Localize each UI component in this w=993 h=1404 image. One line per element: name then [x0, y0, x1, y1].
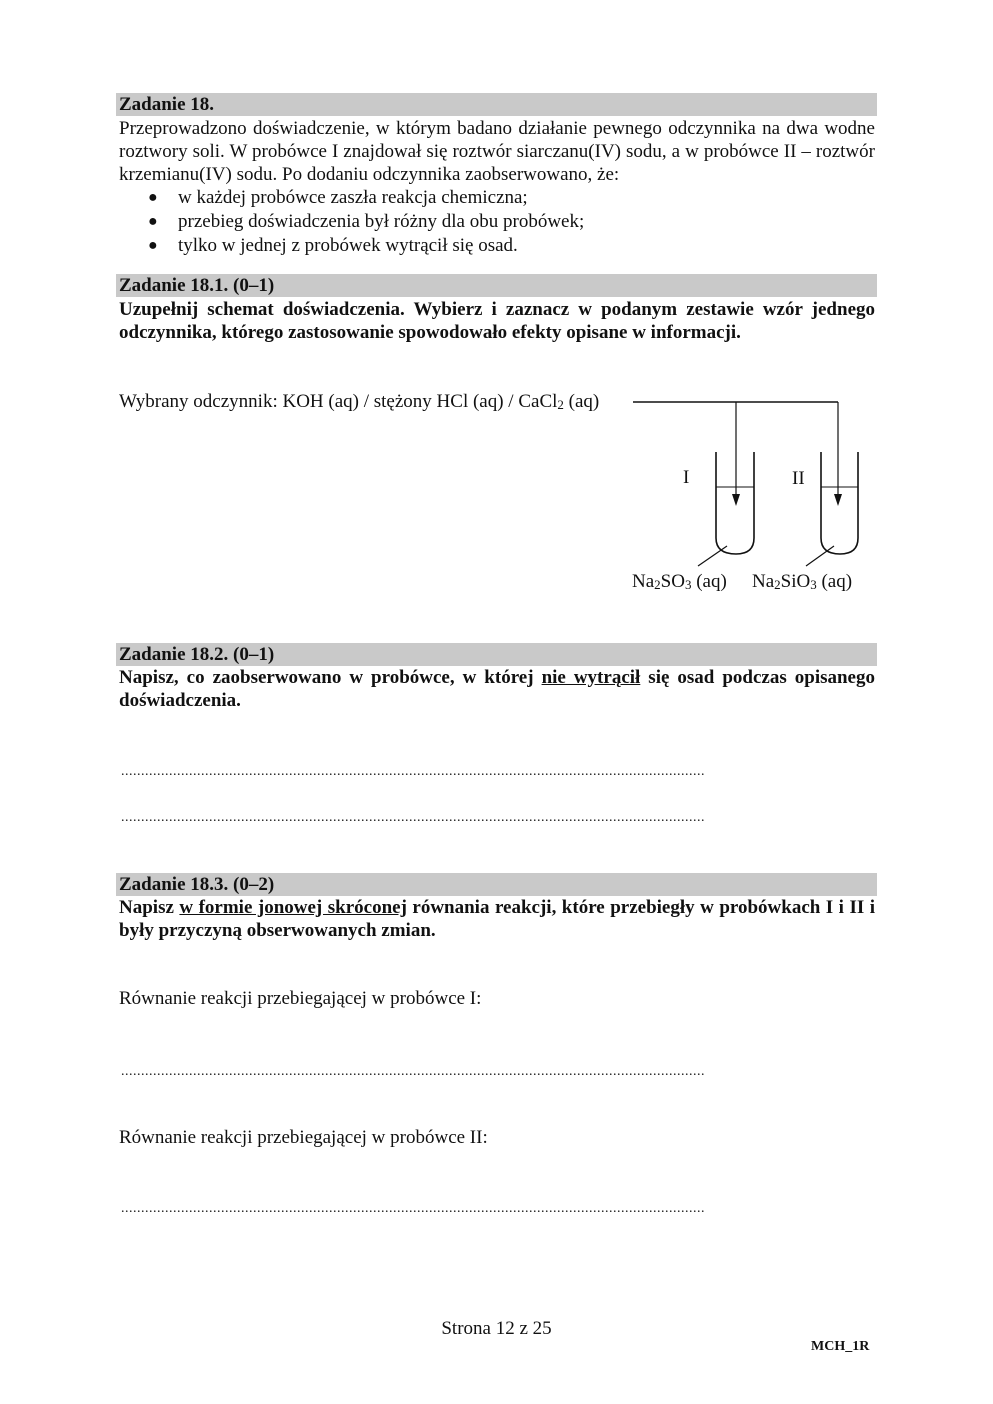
bullet-item: ● tylko w jednej z probówek wytrącił się osad.: [148, 235, 518, 256]
experiment-diagram: [620, 390, 880, 570]
equation-1-label: Równanie reakcji przebiegającej w probówce I:: [119, 988, 482, 1009]
bullet-icon: ●: [148, 189, 158, 206]
exam-code: MCH_1R: [811, 1339, 870, 1354]
answer-line[interactable]: ..................................................................................................................................................: [121, 1201, 705, 1216]
equation-2-label: Równanie reakcji przebiegającej w probówce II:: [119, 1127, 488, 1148]
arrow-head-tube-1: [732, 494, 740, 506]
reagent-choice-line: Wybrany odczynnik: KOH (aq) / stężony HCl (aq) / CaCl2 (aq): [119, 391, 600, 412]
arrow-head-tube-2: [834, 494, 842, 506]
tube-1-formula: Na2SO3 (aq): [632, 571, 727, 592]
answer-line[interactable]: ..................................................................................................................................................: [121, 764, 705, 779]
answer-line[interactable]: ..................................................................................................................................................: [121, 1064, 705, 1079]
test-tube-2: [821, 452, 858, 554]
task-18-2-heading: Zadanie 18.2. (0–1): [116, 643, 877, 666]
bullet-item: ● przebieg doświadczenia był różny dla obu probówek;: [148, 211, 585, 232]
task-18-3-instruction: Napisz w formie jonowej skróconej równania reakcji, które przebiegły w probówkach I i II i były przyczyną obserwowanych zmian.: [119, 897, 875, 941]
task-18-2-instruction: Napisz, co zaobserwowano w probówce, w której nie wytrącił się osad podczas opisanego doświadczenia.: [119, 667, 875, 711]
tube-2-formula: Na2SiO3 (aq): [752, 571, 853, 592]
task-18-intro: Przeprowadzono doświadczenie, w którym badano działanie pewnego odczynnika na dwa wodne roztwory soli. W probówce I znajdował się roztwór siarczanu(IV) sodu, a w probówce II – roztwór krzemianu(IV) sodu. Po dodaniu odczynnika zaobserwowano, że:: [119, 118, 875, 185]
page-number: Strona 12 z 25: [441, 1318, 552, 1339]
leader-line-tube-1: [698, 546, 727, 566]
task-18-bullet-list: [119, 186, 584, 258]
leader-line-tube-2: [806, 546, 834, 566]
bullet-icon: ●: [148, 237, 158, 254]
tube-1-label: I: [683, 467, 690, 488]
task-18-1-heading: Zadanie 18.1. (0–1): [116, 274, 877, 297]
answer-line[interactable]: ..................................................................................................................................................: [121, 810, 705, 825]
task-18-3-heading: Zadanie 18.3. (0–2): [116, 873, 877, 896]
task-18-heading: Zadanie 18.: [116, 93, 877, 116]
bullet-item: ● w każdej probówce zaszła reakcja chemiczna;: [148, 187, 528, 208]
tube-2-label: II: [792, 468, 805, 489]
task-18-1-instruction: Uzupełnij schemat doświadczenia. Wybierz i zaznacz w podanym zestawie wzór jednego odczynnika, którego zastosowanie spowodowało efekty opisane w informacji.: [119, 299, 875, 343]
bullet-icon: ●: [148, 213, 158, 230]
